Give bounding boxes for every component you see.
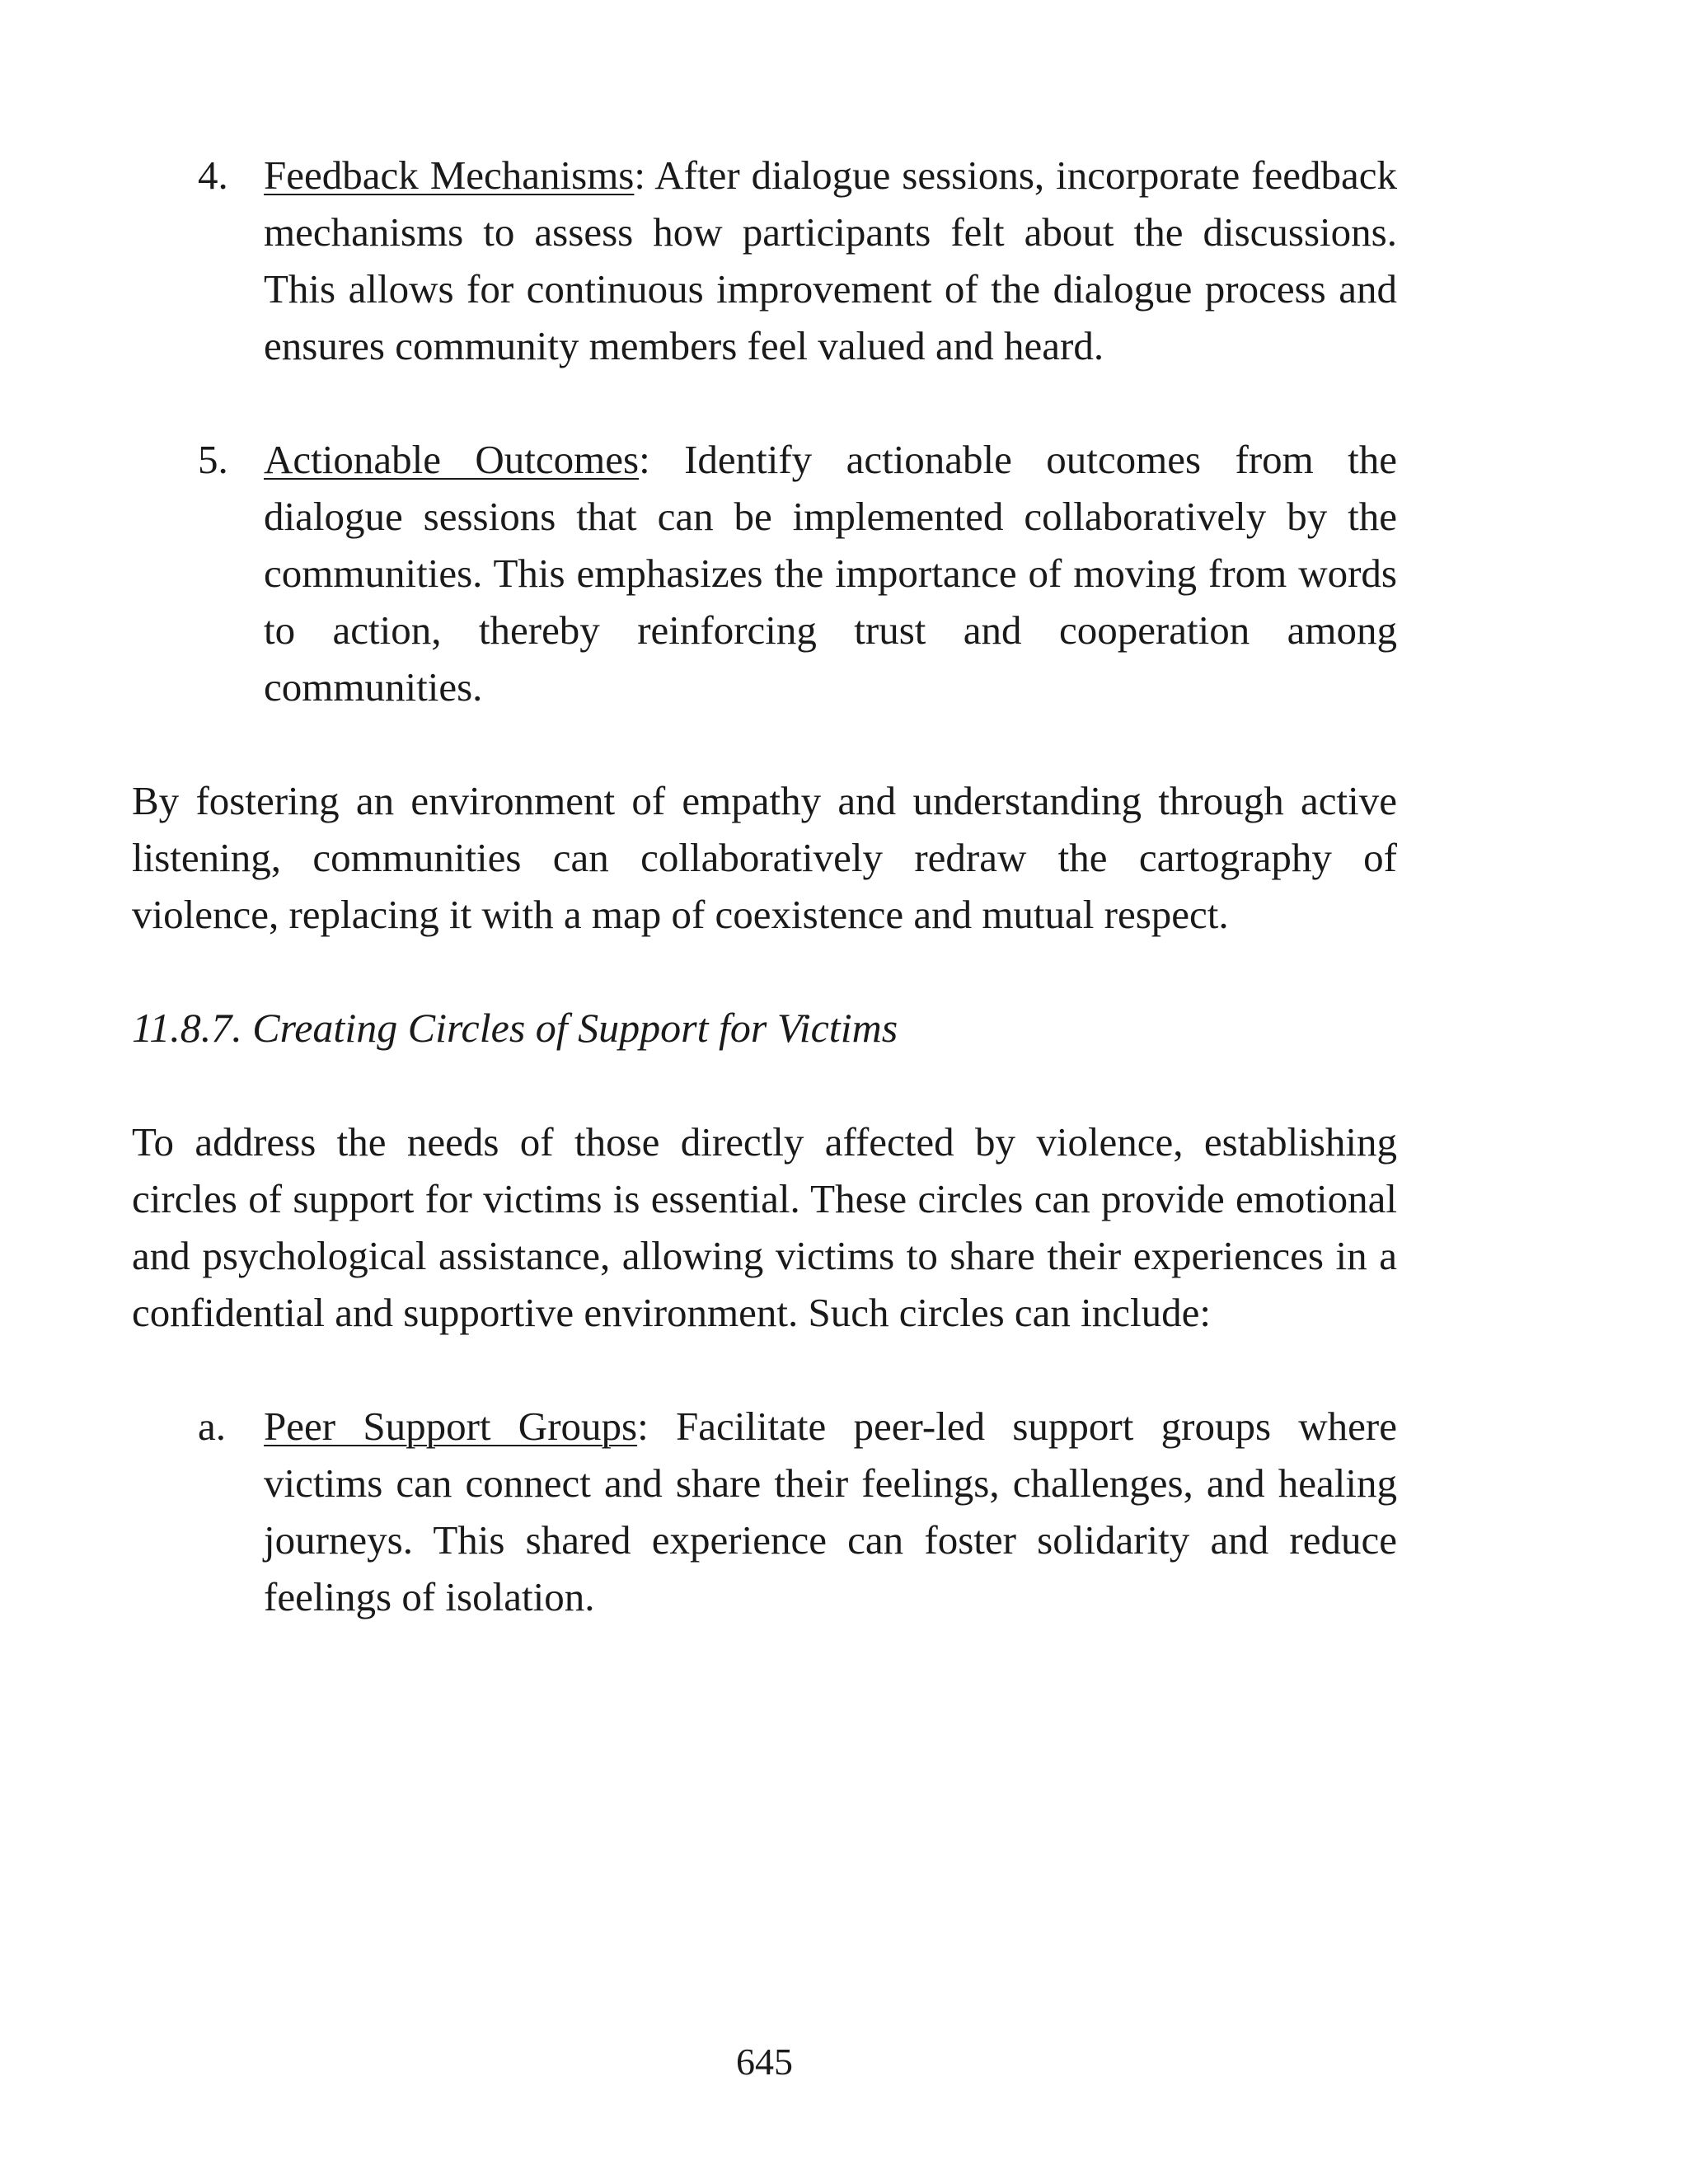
list-item-feedback-mechanisms (132, 147, 1397, 374)
closing-paragraph: By fostering an environment of empathy and understanding through active listening, communities can collaboratively redraw the cartography of violence, replacing it with a map of coexistence and mutual respect. (132, 778, 1397, 937)
list-term: Peer Support Groups (264, 1404, 638, 1449)
list-term: Feedback Mechanisms (264, 152, 635, 198)
page-number: 645 (736, 2041, 793, 2083)
page-body (132, 147, 1397, 1625)
intro-paragraph: To address the needs of those directly affected by violence, establishing circles of support for victims is essential. These circles can provide emotional and psychological assistance, allowing victims to share their experiences in a confidential and supportive environment. Such circles can include: (132, 1119, 1397, 1335)
list-marker: a. (198, 1404, 226, 1449)
list-marker: 5. (198, 437, 228, 482)
list-text: : After dialogue sessions, incorporate feedback mechanisms to assess how participants felt about the discussions. This allows for continuous improvement of the dialogue process and ensures community members feel valued and heard. (264, 152, 1397, 368)
list-item-peer-support-groups (132, 1398, 1397, 1625)
list-text: : Facilitate peer-led support groups where victims can connect and share their feelings, challenges, and healing journeys. This shared experience can foster solidarity and reduce feelings of isolation. (264, 1404, 1397, 1619)
list-term: Actionable Outcomes (264, 437, 640, 482)
list-text: : Identify actionable outcomes from the dialogue sessions that can be implemented collaboratively by the communities. This emphasizes the importance of moving from words to action, thereby reinforcing trust and cooperation among communities. (264, 437, 1398, 710)
list-marker: 4. (198, 152, 228, 198)
list-item-actionable-outcomes (132, 431, 1397, 715)
section-heading: 11.8.7. Creating Circles of Support for Victims (132, 1005, 898, 1051)
